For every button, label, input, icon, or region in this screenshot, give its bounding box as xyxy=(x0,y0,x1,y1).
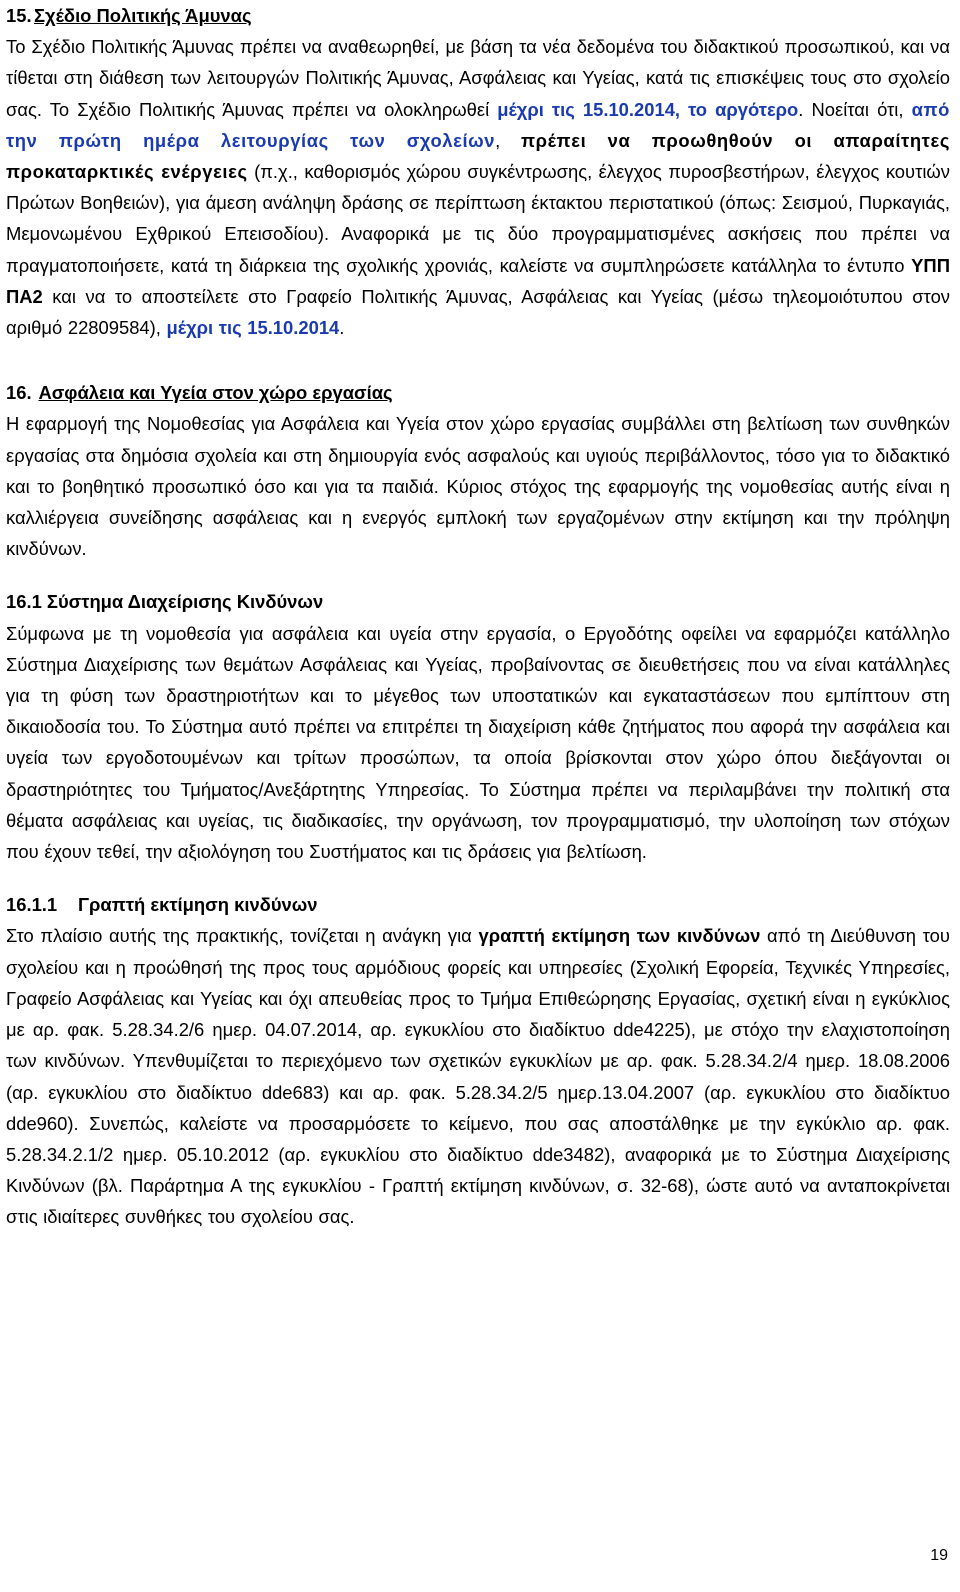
section-spacer xyxy=(6,564,950,586)
document-page xyxy=(6,0,950,1233)
section-spacer xyxy=(6,343,950,377)
section-15-text-e: και να το αποστείλετε στο Γραφείο Πολιτικής Άμυνας, Ασφάλειας και Υγείας (μέσω τηλεομοιότυπου στον αριθμό 22809584), xyxy=(6,285,950,339)
section-15-deadline: μέχρι τις 15.10.2014, το αργότερο xyxy=(497,98,799,120)
section-16-paragraph: Η εφαρμογή της Νομοθεσίας για Ασφάλεια και Υγεία στον χώρο εργασίας συμβάλλει στη βελτίωση των συνθηκών εργασίας στα δημόσια σχολεία και στη δημιουργία ενός ασφαλούς και υγιούς περιβάλλοντος, τόσο για το διδακτικό και το βοηθητικό προσωπικό όσο και για τα παιδιά. Κύριος στόχος της εφαρμογής της νομοθεσίας αυτής είναι η καλλιέργεια συνείδησης ασφάλειας και η ενεργός εμπλοκή των εργαζομένων στην εκτίμηση και την πρόληψη κινδύνων. xyxy=(6,413,950,560)
section-16-1-1-bold: γραπτή εκτίμηση των κινδύνων xyxy=(478,925,761,947)
section-16-1-heading xyxy=(6,586,950,617)
section-15-number: 15. xyxy=(6,5,32,26)
section-15-bold-actions: πρέπει να προωθηθούν οι απαραίτητες προκαταρκτικές ενέργειες xyxy=(6,129,950,183)
section-15-text-f: . xyxy=(339,317,345,339)
section-15-title: Σχέδιο Πολιτικής Άμυνας xyxy=(34,5,252,26)
page-number: 19 xyxy=(930,1547,948,1564)
section-16-1-1-text-a: Στο πλαίσιο αυτής της πρακτικής, τονίζεται η ανάγκη για xyxy=(6,925,479,947)
section-16-1-1-title: Γραπτή εκτίμηση κινδύνων xyxy=(78,894,318,916)
section-16-1-title: Σύστημα Διαχείρισης Κινδύνων xyxy=(46,591,324,613)
section-15-first-day: από την πρώτη ημέρα λειτουργίας των σχολείων xyxy=(6,98,950,151)
section-16-1-1-text-b: από τη Διεύθυνση του σχολείου και η προώθησή της προς τους αρμόδιους φορείς και υπηρεσίες (Σχολική Εφορεία, Τεχνικές Υπηρεσίες, Γραφείο Ασφάλειας και Υγείας και όχι απευθείας προς το Τμήμα Επιθεώρησης Εργασίας, σχετική είναι η εγκύκλιος με αρ. φακ. 5.28.34.2/6 ημερ. 04.07.2014, αρ. εγκυκλίου στο διαδίκτυο dde4225), με στόχο την ελαχιστοποίηση των κινδύνων. Υπενθυμίζεται το περιεχόμενο των σχετικών εγκυκλίων με αρ. φακ. 5.28.34.2/4 ημερ. 18.08.2006 (αρ. εγκυκλίου στο διαδίκτυο dde683) και αρ. φακ. 5.28.34.2/5 ημερ.13.04.2007 (αρ. εγκυκλίου στο διαδίκτυο dde960). Συνεπώς, καλείστε να προσαρμόσετε το κείμενο, που σας αποστάλθηκε με την εγκύκλιο αρ. φακ. 5.28.34.2.1/2 ημερ. 05.10.2012 (αρ. εγκυκλίου στο διαδίκτυο dde3482), αναφορικά με το Σύστημα Διαχείρισης Κινδύνων (βλ. Παράρτημα Α της εγκυκλίου - Γραπτή εκτίμηση κινδύνων, σ. 32-68), ώστε αυτό να ανταποκρίνεται στις ιδιαίτερες συνθήκες του σχολείου σας. xyxy=(6,925,950,1228)
section-15-heading xyxy=(6,0,950,31)
section-spacer xyxy=(6,867,950,889)
section-15-deadline-2: μέχρι τις 15.10.2014 xyxy=(166,317,340,339)
section-16-1-1-number: 16.1.1 xyxy=(6,894,58,916)
section-15-text-d: (π.χ., καθορισμός χώρου συγκέντρωσης, έλεγχος πυροσβεστήρων, έλεγχος κουτιών Πρώτων Βοηθειών), για άμεση ανάληψη δράσης σε περίπτωση έκτακτου περιστατικού (όπως: Σεισμού, Πυρκαγιάς, Μεμονωμένου Εχθρικού Επεισοδίου). Αναφορικά με τις δύο προγραμματισμένες ασκήσεις που πρέπει να πραγματοποιήσετε, κατά τη διάρκεια της σχολικής χρονιάς, καλείστε να συμπληρώσετε κατάλληλα το έντυπο xyxy=(6,161,950,276)
section-16-heading xyxy=(6,377,950,408)
section-15-paragraph xyxy=(6,31,950,343)
section-15-text-a: Το Σχέδιο Πολιτικής Άμυνας πρέπει να αναθεωρηθεί, με βάση τα νέα δεδομένα του διδακτικού προσωπικού, και να τίθεται στη διάθεση των λειτουργών Πολιτικής Άμυνας, Ασφάλειας και Υγείας, κατά τις επισκέψεις τους στο σχολείο σας. Το Σχέδιο Πολιτικής Άμυνας πρέπει να ολοκληρωθεί xyxy=(6,36,950,120)
section-16-1-paragraph: Σύμφωνα με τη νομοθεσία για ασφάλεια και υγεία στην εργασία, ο Εργοδότης οφείλει να εφαρμόζει κατάλληλο Σύστημα Διαχείρισης των θεμάτων Ασφάλειας και Υγείας, προβαίνοντας σε διευθετήσεις που να είναι κατάλληλες για τη φύση των δραστηριοτήτων και το μέγεθος των υποστατικών και εγκαταστάσεων που εμπίπτουν στη δικαιοδοσία του. Το Σύστημα αυτό πρέπει να επιτρέπει τη διαχείριση κάθε ζητήματος που αφορά την ασφάλεια και υγεία των εργοδοτουμένων και τρίτων προσώπων, τα οποία βρίσκονται στον χώρο όπου διεξάγονται οι δραστηριότητες του Τμήματος/Ανεξάρτητης Υπηρεσίας. Το Σύστημα πρέπει να περιλαμβάνει την πολιτική στα θέματα ασφάλειας και υγείας, τις διαδικασίες, την οργάνωση, τον προγραμματισμό, την υλοποίηση των στόχων που έχουν τεθεί, την αξιολόγηση του Συστήματος και τις δράσεις για βελτίωση. xyxy=(6,622,950,863)
section-16-title: Ασφάλεια και Υγεία στον χώρο εργασίας xyxy=(38,382,393,404)
section-16-1-number: 16.1 xyxy=(6,591,42,613)
section-15-text-b: . Νοείται ότι, xyxy=(798,98,912,120)
section-16-1-1-heading xyxy=(6,889,950,920)
section-15-form-code: ΥΠΠ ΠΑ2 xyxy=(6,254,950,307)
section-16-1-1-paragraph xyxy=(6,920,950,1232)
section-15-text-c: , xyxy=(495,129,521,151)
section-16-number: 16. xyxy=(6,382,32,404)
